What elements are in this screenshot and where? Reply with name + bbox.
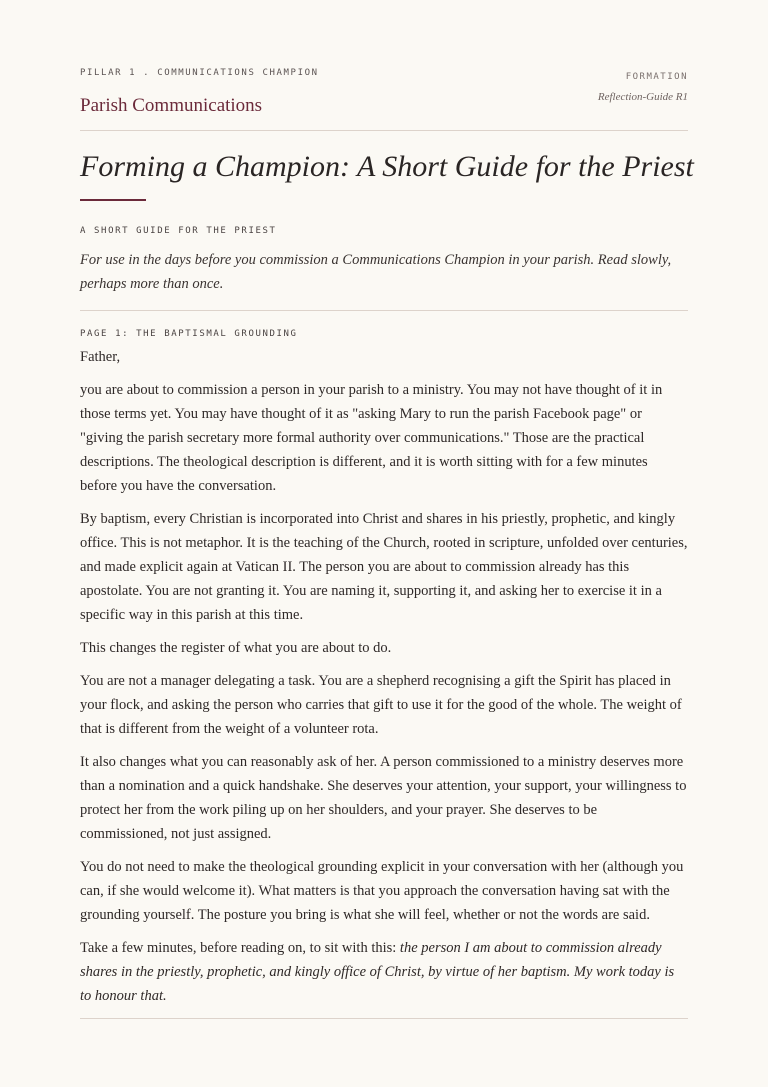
closing-paragraph [80,936,688,1008]
page-content [80,60,694,1019]
document-reference: Reflection-Guide R1 [597,91,688,103]
page-title: Forming a Champion: A Short Guide for the Priest [80,150,694,183]
closing-lead: Take a few minutes, before reading on, to sit with this: [80,940,400,956]
closing-quote: the person I am about to commission already shares in the priestly, prophetic, and kingly office of Christ, by virtue of her baptism. My work today is to honour that. [80,940,675,1004]
body-paragraph: It also changes what you can reasonably ask of her. A person commissioned to a ministry deserves more than a nomination and a quick handshake. She deserves your attention, your support, your willingness to protect her from the work piling up on her shoulders, and your prayer. She deserves to be commissioned, not just assigned. [80,754,687,842]
page-header [80,60,688,131]
title-accent-rule [80,199,146,201]
section-divider [80,310,688,311]
body-paragraph: you are about to commission a person in your parish to a ministry. You may not have thought of it in those terms yet. You may have thought of it as "asking Mary to run the parish Facebook page" or "giving the parish secretary more formal authority over communications." Those are the practical descriptions. The theological description is different, and it is worth sitting with for a few minutes before you have the conversation. [80,382,663,494]
body-paragraph: This changes the register of what you are about to do. [80,640,392,656]
section-body [80,345,688,1008]
intro-label: A SHORT GUIDE FOR THE PRIEST [80,226,277,236]
pillar-eyebrow: PILLAR 1 . COMMUNICATIONS CHAMPION [80,68,319,78]
section-heading: PAGE 1: THE BAPTISMAL GROUNDING [80,329,298,339]
body-paragraph: You are not a manager delegating a task. You are a shepherd recognising a gift the Spirit has placed in your flock, and asking the person who carries that gift to use it for the good of the whole. The weight of that is different from the weight of a volunteer rota. [80,673,682,737]
salutation: Father, [80,349,121,365]
brand-title: Parish Communications [80,95,263,116]
intro-text: For use in the days before you commission a Communications Champion in your parish. Read slowly, perhaps more than once. [80,252,672,292]
body-paragraph: By baptism, every Christian is incorporated into Christ and shares in his priestly, prophetic, and kingly office. This is not metaphor. It is the teaching of the Church, rooted in scripture, unfolded over centuries, and made explicit again at Vatican II. The person you are about to commission already has this apostolate. You are not granting it. You are naming it, supporting it, and asking her to exercise it in a specific way in this parish at this time. [80,511,688,623]
body-paragraph: You do not need to make the theological grounding explicit in your conversation with her (although you can, if she would welcome it). What matters is that you approach the conversation having sat with the grounding yourself. The posture you bring is what she will feel, whether or not the words are said. [80,859,684,923]
category-label: FORMATION [625,72,688,82]
footer-divider [80,1018,688,1019]
